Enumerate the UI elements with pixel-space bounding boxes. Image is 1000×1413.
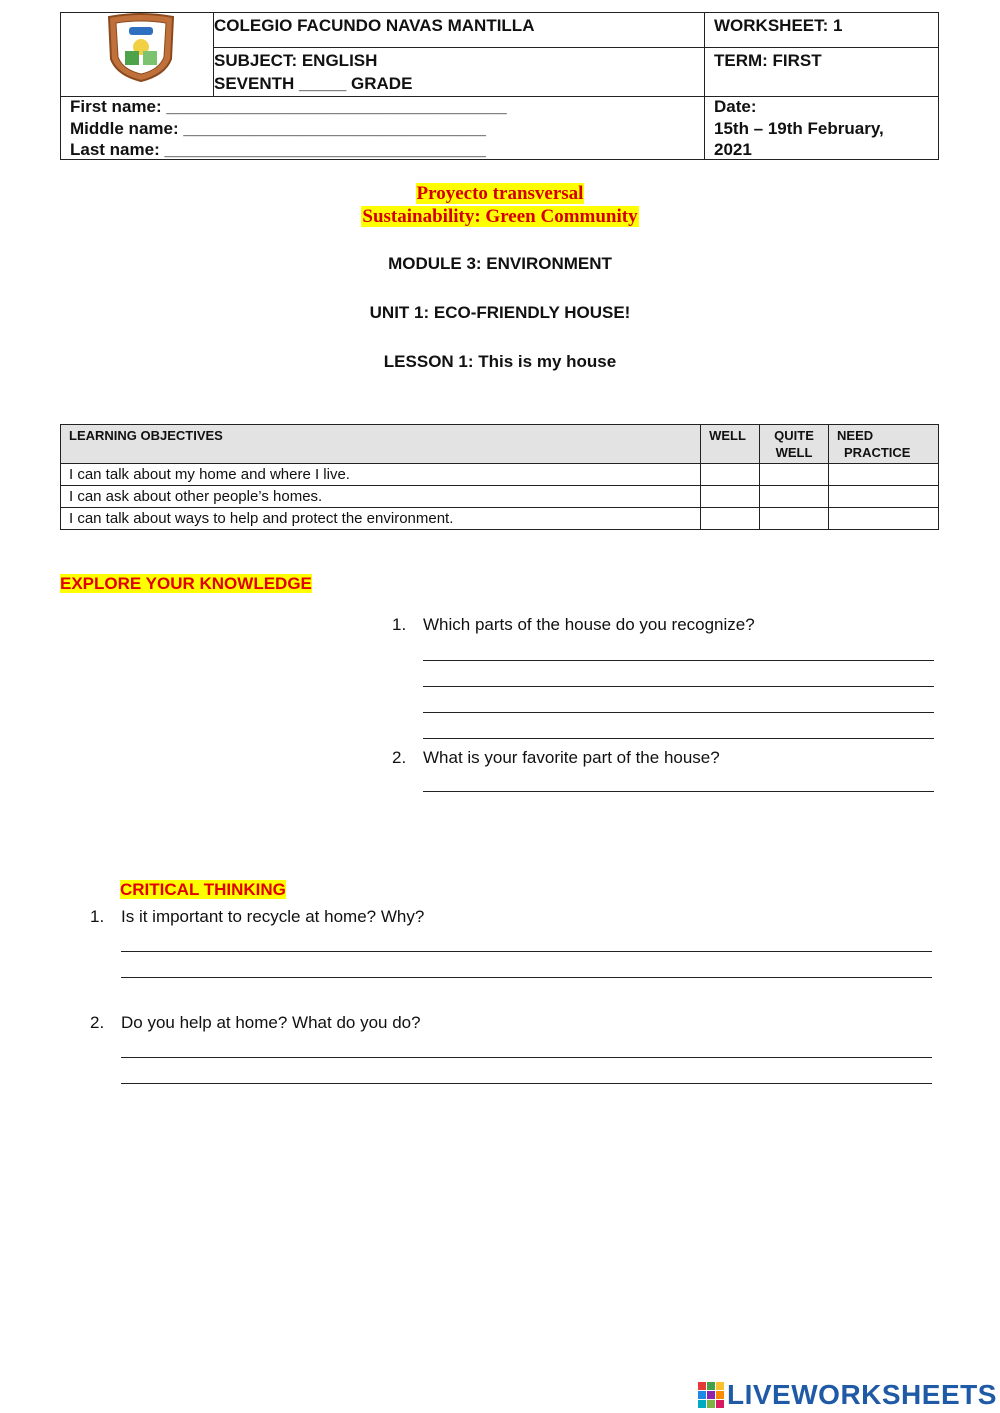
table-row [61, 508, 939, 530]
critical-q1-number: 1. [90, 907, 105, 926]
rating-cell[interactable] [760, 464, 829, 486]
answer-line[interactable] [121, 977, 932, 978]
rating-cell[interactable] [760, 508, 829, 530]
table-row [61, 464, 939, 486]
brand-text: LIVEWORKSHEETS [727, 1379, 997, 1410]
objective-text: I can talk about my home and where I live. [61, 464, 701, 486]
explore-q1-number: 1. [392, 615, 407, 634]
objectives-header: LEARNING OBJECTIVES [61, 425, 701, 464]
date-label: Date: [714, 97, 757, 116]
explore-q1-text: Which parts of the house do you recognize? [423, 615, 755, 634]
explore-section-title: EXPLORE YOUR KNOWLEDGE [60, 574, 312, 593]
critical-q1-text: Is it important to recycle at home? Why? [121, 907, 425, 926]
rating-cell[interactable] [701, 486, 760, 508]
objectives-header-row [61, 425, 939, 464]
subject: SUBJECT: ENGLISH [214, 51, 378, 70]
answer-line[interactable] [423, 791, 934, 792]
date-year: 2021 [714, 140, 752, 159]
worksheet-number: WORKSHEET: 1 [714, 16, 843, 35]
answer-line[interactable] [423, 660, 934, 661]
answer-line[interactable] [423, 712, 934, 713]
rating-cell[interactable] [760, 486, 829, 508]
rating-cell[interactable] [829, 508, 939, 530]
critical-q2-text: Do you help at home? What do you do? [121, 1013, 421, 1032]
answer-line[interactable] [121, 1083, 932, 1084]
need-practice-header: NEED PRACTICE [829, 425, 939, 464]
first-name-field[interactable]: First name: ____________________________________ [70, 97, 507, 116]
term: TERM: FIRST [714, 51, 822, 70]
table-row [61, 486, 939, 508]
answer-line[interactable] [423, 738, 934, 739]
rating-cell[interactable] [701, 464, 760, 486]
objective-text: I can talk about ways to help and protect the environment. [61, 508, 701, 530]
middle-name-field[interactable]: Middle name: ________________________________ [70, 119, 486, 138]
divider [213, 47, 938, 48]
project-subtitle: Sustainability: Green Community [362, 206, 638, 227]
explore-q2-number: 2. [392, 748, 407, 767]
critical-section-title: CRITICAL THINKING [120, 880, 286, 899]
rating-cell[interactable] [701, 508, 760, 530]
liveworksheets-brand [698, 1378, 997, 1412]
rating-cell[interactable] [829, 464, 939, 486]
date-range: 15th – 19th February, [714, 119, 884, 138]
unit-heading: UNIT 1: ECO-FRIENDLY HOUSE! [369, 303, 631, 322]
critical-q2-number: 2. [90, 1013, 105, 1032]
answer-line[interactable] [121, 1057, 932, 1058]
school-name: COLEGIO FACUNDO NAVAS MANTILLA [214, 16, 535, 35]
objective-text: I can ask about other people’s homes. [61, 486, 701, 508]
rating-cell[interactable] [829, 486, 939, 508]
module-heading: MODULE 3: ENVIRONMENT [388, 254, 612, 273]
answer-line[interactable] [423, 686, 934, 687]
well-header: WELL [701, 425, 760, 464]
answer-line[interactable] [121, 951, 932, 952]
lesson-heading: LESSON 1: This is my house [383, 352, 617, 371]
grade: SEVENTH _____ GRADE [214, 74, 413, 93]
last-name-field[interactable]: Last name: __________________________________ [70, 140, 486, 159]
school-crest-icon [105, 13, 177, 83]
liveworksheets-logo-icon [698, 1382, 724, 1408]
header-table [60, 12, 939, 160]
divider [704, 13, 705, 159]
explore-q2-text: What is your favorite part of the house? [423, 748, 720, 767]
objectives-table [60, 424, 939, 530]
project-title: Proyecto transversal [416, 183, 584, 204]
quite-well-header: QUITE WELL [760, 425, 829, 464]
